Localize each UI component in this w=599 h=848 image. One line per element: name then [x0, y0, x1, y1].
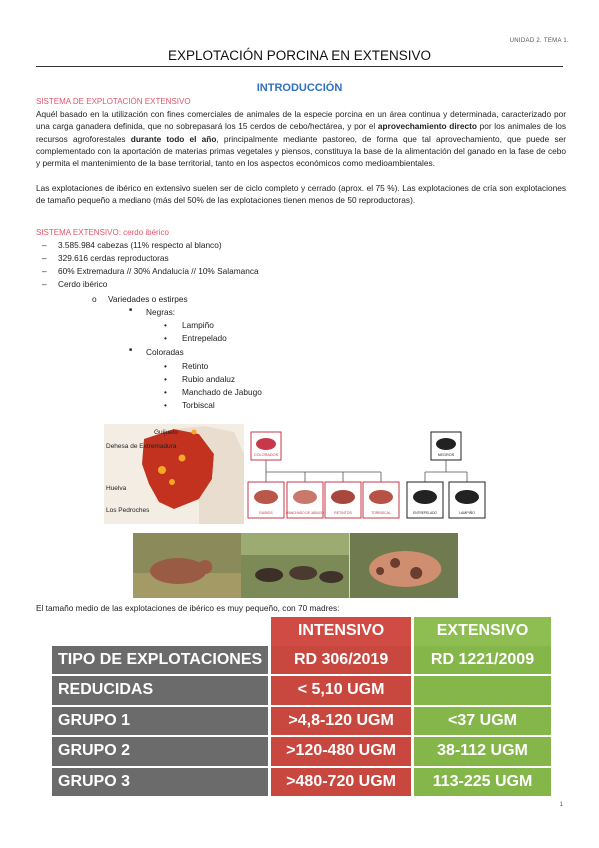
- list-item: –: [42, 240, 47, 250]
- ugm-classification-table: [52, 617, 551, 798]
- page-number: 1: [559, 802, 563, 808]
- pig-photos-strip: [133, 533, 458, 598]
- dot-bullet: •: [164, 387, 167, 397]
- row-label: GRUPO 3: [52, 767, 270, 798]
- pig-photo: [241, 533, 349, 598]
- coloradas-label: Coloradas: [146, 347, 184, 357]
- list-item-text: 329.616 cerdas reproductoras: [58, 253, 169, 263]
- tree-leaf-label: LAMPIÑO: [459, 511, 475, 515]
- intro-heading: INTRODUCCIÓN: [256, 82, 343, 94]
- definition-paragraph: Aquél basado en la utilización con fines comerciales de animales de la especie porcina en un área continua y determinada, caracterizado por una carga ganadera definida, que no sobrepasará los 15 cerdos de cebo/hectárea, y por el aprovechamiento directo por los animales de los recursos agroforestales durante todo el año, principalmente mediante pastoreo, de forma que tal aprovechamiento, que puede ser complementado con la aportación de materias primas vegetales y piensos, constituya la base de la alimentación del ganado en la fase de cebo y permita el mantenimiento de la base territorial, tanto en los aspectos económicos como medioambientales.: [36, 109, 566, 169]
- tree-leaf-label: RETINTOS: [334, 511, 352, 515]
- unit-label: UNIDAD 2. TEMA 1.: [509, 38, 569, 44]
- variety-item: Retinto: [182, 361, 209, 371]
- intensivo-cell: < 5,10 UGM: [270, 675, 413, 706]
- circle-bullet: o: [92, 294, 97, 304]
- tree-leaf-label: MANCHADO DE JABUGO: [286, 511, 324, 515]
- list-item-text: Cerdo ibérico: [58, 279, 108, 289]
- dot-bullet: •: [164, 374, 167, 384]
- list-item-text: 3.585.984 cabezas (11% respecto al blanco): [58, 240, 222, 250]
- list-item-text: 60% Extremadura // 30% Andalucía // 10% Salamanca: [58, 266, 259, 276]
- list-item: –: [42, 279, 47, 289]
- negras-label: Negras:: [146, 307, 176, 317]
- table-corner: [52, 617, 270, 646]
- dot-bullet: •: [164, 320, 167, 330]
- table-row: [52, 767, 551, 798]
- square-bullet: ■: [129, 347, 133, 353]
- iberico-paragraph: Las explotaciones de ibérico en extensivo suelen ser de ciclo completo y cerrado (aprox. el 75 %). Las explotaciones de cría son explotaciones de tamaño pequeño a mediano (más del 50% de las explotaciones tienen menos de 50 reproductoras).: [36, 183, 566, 206]
- tree-root-negros: NEGROS: [437, 453, 455, 457]
- list-item: –: [42, 253, 47, 263]
- row-label: GRUPO 1: [52, 706, 270, 737]
- table-row: [52, 736, 551, 767]
- dot-bullet: •: [164, 400, 167, 410]
- map-label: Huelva: [106, 485, 127, 492]
- map-label: Guijuelo: [154, 429, 178, 436]
- variety-item: Rubio andaluz: [182, 374, 236, 384]
- intensivo-cell: >120-480 UGM: [270, 736, 413, 767]
- iberian-region-map: [104, 424, 244, 524]
- table-row: [52, 706, 551, 737]
- row-label: REDUCIDAS: [52, 675, 270, 706]
- square-bullet: ■: [129, 307, 133, 313]
- title-rule: [36, 66, 563, 67]
- intensivo-cell: >4,8-120 UGM: [270, 706, 413, 737]
- intensivo-cell: RD 306/2019: [270, 646, 413, 676]
- pig-photo: [133, 533, 241, 598]
- table-header-row: [52, 617, 551, 646]
- row-label: TIPO DE EXPLOTACIONES: [52, 646, 270, 676]
- row-label: GRUPO 2: [52, 736, 270, 767]
- table-row: [52, 675, 551, 706]
- variety-item: Lampiño: [182, 320, 214, 330]
- dot-bullet: •: [164, 361, 167, 371]
- tree-leaf-label: TORBISCAL: [371, 511, 391, 515]
- variety-item: Torbiscal: [182, 400, 215, 410]
- variety-item: Entrepelado: [182, 333, 227, 343]
- extensivo-cell: <37 UGM: [413, 706, 551, 737]
- tree-leaf-label: RUBIOS: [259, 511, 273, 515]
- dot-bullet: •: [164, 333, 167, 343]
- extensivo-cell: 38-112 UGM: [413, 736, 551, 767]
- tree-leaf-label: ENTREPELADO: [413, 511, 437, 515]
- table-caption: El tamaño medio de las explotaciones de ibérico es muy pequeño, con 70 madres:: [36, 603, 340, 613]
- negros-children: [407, 472, 485, 518]
- column-header-intensivo: INTENSIVO: [270, 617, 413, 646]
- extensivo-cell: 113-225 UGM: [413, 767, 551, 798]
- column-header-extensivo: EXTENSIVO: [413, 617, 551, 646]
- varieties-tree-diagram: [245, 430, 490, 522]
- extensivo-cell: [413, 675, 551, 706]
- tree-root-colorados: COLORADOS: [253, 453, 279, 457]
- pig-photo: [350, 533, 458, 598]
- intensivo-cell: >480-720 UGM: [270, 767, 413, 798]
- sub-item-text: Variedades o estirpes: [108, 294, 188, 304]
- page-title: EXPLOTACIÓN PORCINA EN EXTENSIVO: [167, 48, 432, 63]
- list-item: –: [42, 266, 47, 276]
- colorados-children: [248, 472, 399, 518]
- map-label: Dehesa de Extremadura: [106, 443, 177, 450]
- variety-item: Manchado de Jabugo: [182, 387, 262, 397]
- section-title-extensivo: SISTEMA DE EXPLOTACIÓN EXTENSIVO: [36, 97, 191, 106]
- section-title-iberico: SISTEMA EXTENSIVO: cerdo ibérico: [36, 228, 169, 237]
- table-row: [52, 646, 551, 676]
- map-label: Los Pedroches: [106, 507, 150, 514]
- extensivo-cell: RD 1221/2009: [413, 646, 551, 676]
